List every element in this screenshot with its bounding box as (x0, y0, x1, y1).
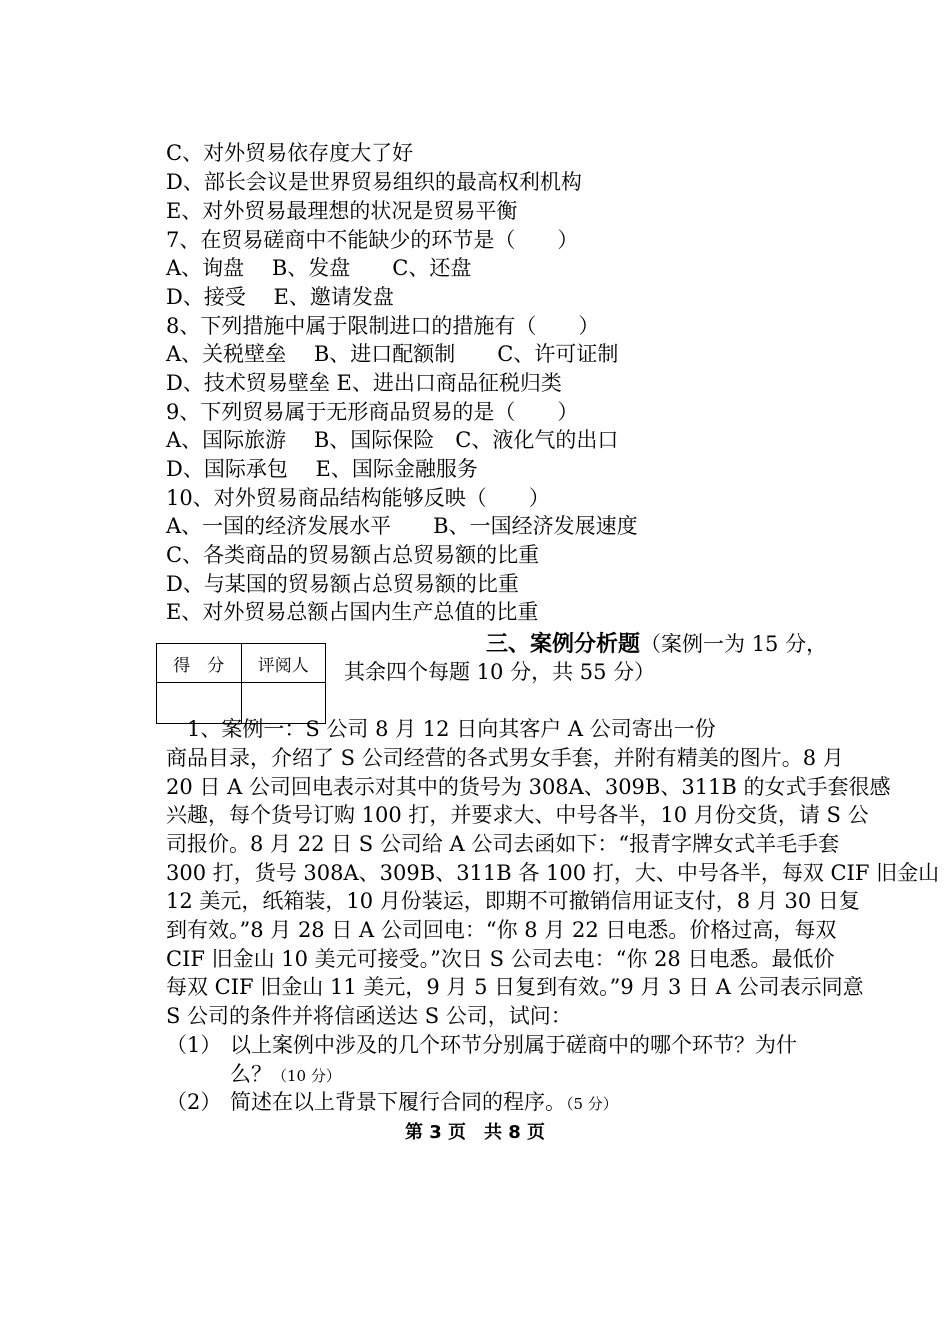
sub-question-text: 简述在以上背景下履行合同的程序。 (230, 1090, 566, 1114)
option-line: E、对外贸易总额占国内生产总值的比重 (166, 600, 539, 624)
section-note: （案例一为 15 分， (640, 632, 828, 656)
section-note-cont: 其余四个每题 10 分，共 55 分） (344, 660, 656, 684)
option-line: D、部长会议是世界贸易组织的最高权利机构 (166, 170, 582, 194)
case-line: 每双 CIF 旧金山 11 美元，9 月 5 日复到有效。”9 月 3 日 A 公司表示同意 (166, 975, 864, 999)
score-label: 得 分 (157, 644, 242, 683)
case-line: 司报价。8 月 22 日 S 公司给 A 公司去函如下：“报青字牌女式羊毛手套 (166, 832, 840, 856)
sub-question-2 (166, 1088, 618, 1119)
sub-question-text: 以上案例中涉及的几个环节分别属于磋商中的哪个环节？为什 (230, 1033, 797, 1057)
section-title: 三、案例分析题 (486, 632, 641, 657)
sub-question-number: （1） (166, 1033, 222, 1057)
sub-question-1-cont (230, 1060, 341, 1091)
question-8: 8、下列措施中属于限制进口的措施有（ ） (166, 314, 600, 338)
option-line: C、各类商品的贸易额占总贸易额的比重 (166, 543, 540, 567)
option-line: D、与某国的贸易额占总贸易额的比重 (166, 572, 519, 596)
case-line: S 公司的条件并将信函送达 S 公司，试问： (166, 1004, 572, 1028)
sub-question-points: （5 分） (566, 1095, 618, 1113)
option-line: A、关税壁垒 B、进口配额制 C、许可证制 (166, 342, 619, 366)
question-7: 7、在贸易磋商中不能缺少的环节是（ ） (166, 228, 579, 252)
case-line: 300 打，货号 308A、309B、311B 各 100 打，大、中号各半，每双 CIF 旧金山 (166, 861, 940, 885)
score-table (156, 643, 326, 724)
case-line: 商品目录，介绍了 S 公司经营的各式男女手套，并附有精美的图片。8 月 (166, 746, 844, 770)
page-footer: 第 3 页 共 8 页 (404, 1122, 546, 1143)
sub-question-points: （10 分） (272, 1067, 341, 1085)
case-line: 兴趣，每个货号订购 100 打，并要求大、中号各半，10 月份交货，请 S 公 (166, 803, 869, 827)
sub-question-1 (166, 1031, 797, 1060)
case-line: 20 日 A 公司回电表示对其中的货号为 308A、309B、311B 的女式手套很感 (166, 775, 891, 799)
option-line: C、对外贸易依存度大了好 (166, 141, 414, 165)
option-line: D、技术贸易壁垒 E、进出口商品征税归类 (166, 371, 562, 395)
case-line: CIF 旧金山 10 美元可接受。”次日 S 公司去电：“你 28 日电悉。最低价 (166, 947, 835, 971)
question-10: 10、对外贸易商品结构能够反映（ ） (166, 486, 550, 510)
case-line: 12 美元，纸箱装，10 月份装运，即期不可撤销信用证支付，8 月 30 日复 (166, 889, 860, 913)
case-line: 到有效。”8 月 28 日 A 公司回电：“你 8 月 22 日电悉。价格过高，每双 (166, 918, 837, 942)
case-line: 1、案例一：S 公司 8 月 12 日向其客户 A 公司寄出一份 (166, 717, 716, 741)
option-line: A、询盘 B、发盘 C、还盘 (166, 256, 472, 280)
option-line: A、国际旅游 B、国际保险 C、液化气的出口 (166, 428, 619, 452)
option-line: D、国际承包 E、国际金融服务 (166, 457, 478, 481)
question-9: 9、下列贸易属于无形商品贸易的是（ ） (166, 400, 579, 424)
reviewer-label: 评阅人 (241, 644, 326, 683)
sub-question-number: （2） (166, 1090, 222, 1114)
option-line: D、接受 E、邀请发盘 (166, 285, 394, 309)
option-line: E、对外贸易最理想的状况是贸易平衡 (166, 199, 518, 223)
sub-question-text-cont: 么？ (230, 1062, 272, 1086)
option-line: A、一国的经济发展水平 B、一国经济发展速度 (166, 514, 638, 538)
section-heading (486, 630, 827, 659)
